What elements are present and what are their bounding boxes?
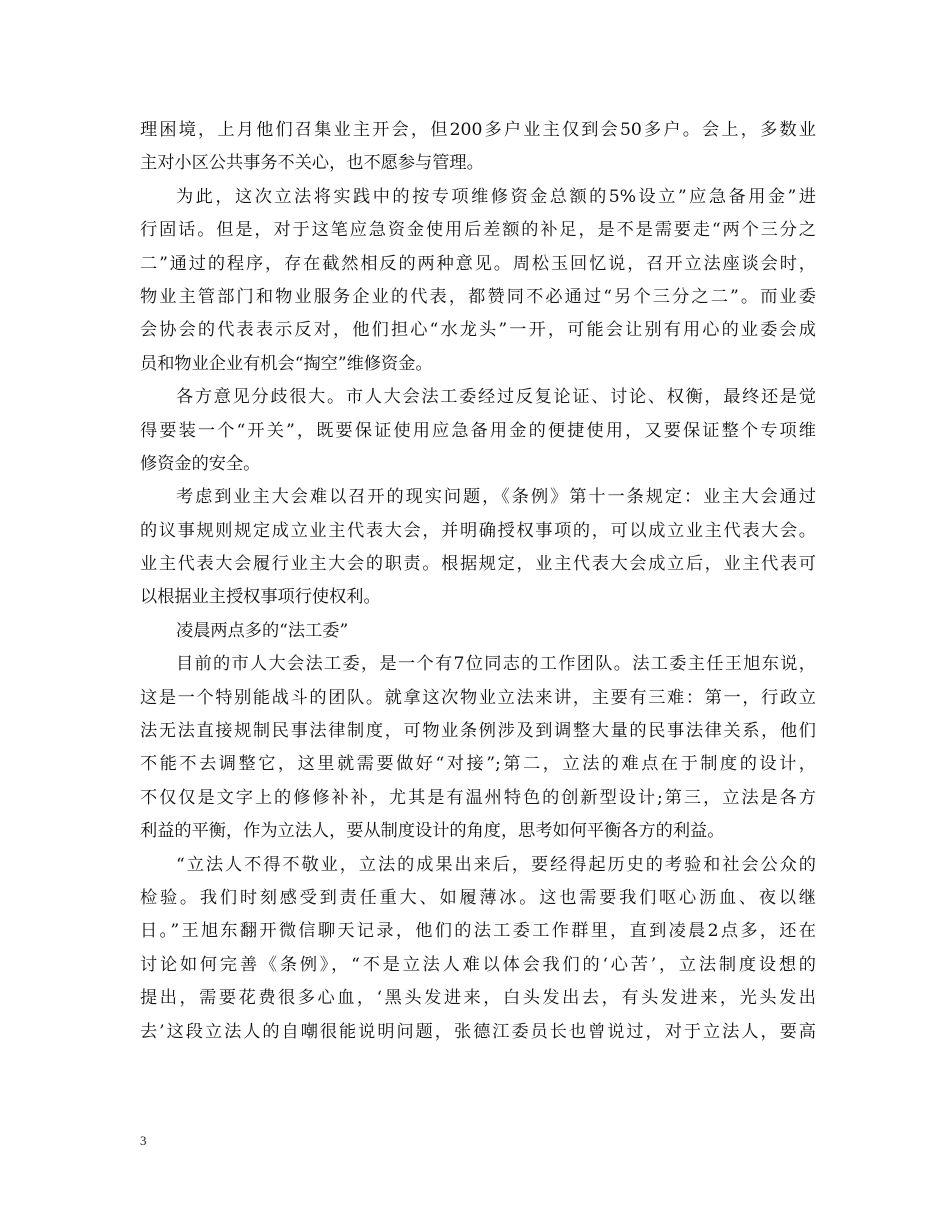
text-line: 各方意见分歧很大。市人大会法工委经过反复论证、讨论、权衡，最终还是觉 [176, 387, 816, 408]
text-line: 目前的市人大会法工委，是一个有7位同志的工作团队。法工委主任王旭东说， [176, 654, 816, 675]
body-text [140, 114, 816, 1049]
text-line: “立法人不得不敬业，立法的成果出来后，要经得起历史的考验和社会公众的 [176, 854, 816, 875]
text-line: 提出，需要花费很多心血，‘黑头发进来，白头发出去，有头发进来，光头发出 [140, 988, 816, 1009]
text-line: 主对小区公共事务不关心，也不愿参与管理。 [140, 153, 484, 174]
text-line: 修资金的安全。 [140, 453, 261, 474]
text-line: 的议事规则规定成立业主代表大会，并明确授权事项的，可以成立业主代表大会。 [140, 520, 816, 541]
text-line: 去’这段立法人的自嘲很能说明问题，张德江委员长也曾说过，对于立法人，要高 [140, 1021, 816, 1042]
text-line: 检验。我们时刻感受到责任重大、如履薄冰。这也需要我们呕心沥血、夜以继 [140, 887, 816, 908]
text-line: 考虑到业主大会难以召开的现实问题，《条例》第十一条规定：业主大会通过 [176, 487, 816, 508]
text-line: 不仅仅是文字上的修修补补，尤其是有温州特色的创新型设计;第三，立法是各方 [140, 787, 816, 808]
page-number: 3 [140, 1133, 147, 1148]
text-line: 日。”王旭东翻开微信聊天记录，他们的法工委工作群里，直到凌晨2点多，还在 [140, 921, 816, 942]
text-line: 不能不去调整它，这里就需要做好“对接”;第二，立法的难点在于制度的设计， [140, 754, 816, 775]
text-line: 讨论如何完善《条例》，“不是立法人难以体会我们的‘心苦’，立法制度设想的 [140, 954, 816, 975]
text-line: 得要装一个“开关”，既要保证使用应急备用金的便捷使用，又要保证整个专项维 [140, 420, 816, 441]
text-line: 行固话。但是，对于这笔应急资金使用后差额的补足，是不是需要走“两个三分之 [140, 220, 816, 241]
text-line: 业主代表大会履行业主大会的职责。根据规定，业主代表大会成立后，业主代表可 [140, 554, 816, 575]
text-line: 员和物业企业有机会“掏空”维修资金。 [140, 353, 433, 374]
section-heading: 凌晨两点多的“法工委” [176, 620, 349, 641]
text-line: 物业主管部门和物业服务企业的代表，都赞同不必通过“另个三分之二”。而业委 [140, 286, 816, 307]
text-line: 为此，这次立法将实践中的按专项维修资金总额的5%设立”应急备用金”进 [176, 186, 816, 207]
text-line: 会协会的代表表示反对，他们担心“水龙头”一开，可能会让别有用心的业委会成 [140, 320, 816, 341]
text-line: 二”通过的程序，存在截然相反的两种意见。周松玉回忆说，召开立法座谈会时， [140, 253, 816, 274]
text-line: 理困境，上月他们召集业主开会，但200多户业主仅到会50多户。会上，多数业 [140, 120, 816, 140]
text-line: 法无法直接规制民事法律制度，可物业条例涉及到调整大量的民事法律关系，他们 [140, 721, 816, 742]
text-line: 这是一个特别能战斗的团队。就拿这次物业立法来讲，主要有三难：第一，行政立 [140, 687, 816, 708]
text-line: 利益的平衡，作为立法人，要从制度设计的角度，思考如何平衡各方的利益。 [140, 821, 725, 842]
text-line: 以根据业主授权事项行使权利。 [140, 587, 381, 608]
